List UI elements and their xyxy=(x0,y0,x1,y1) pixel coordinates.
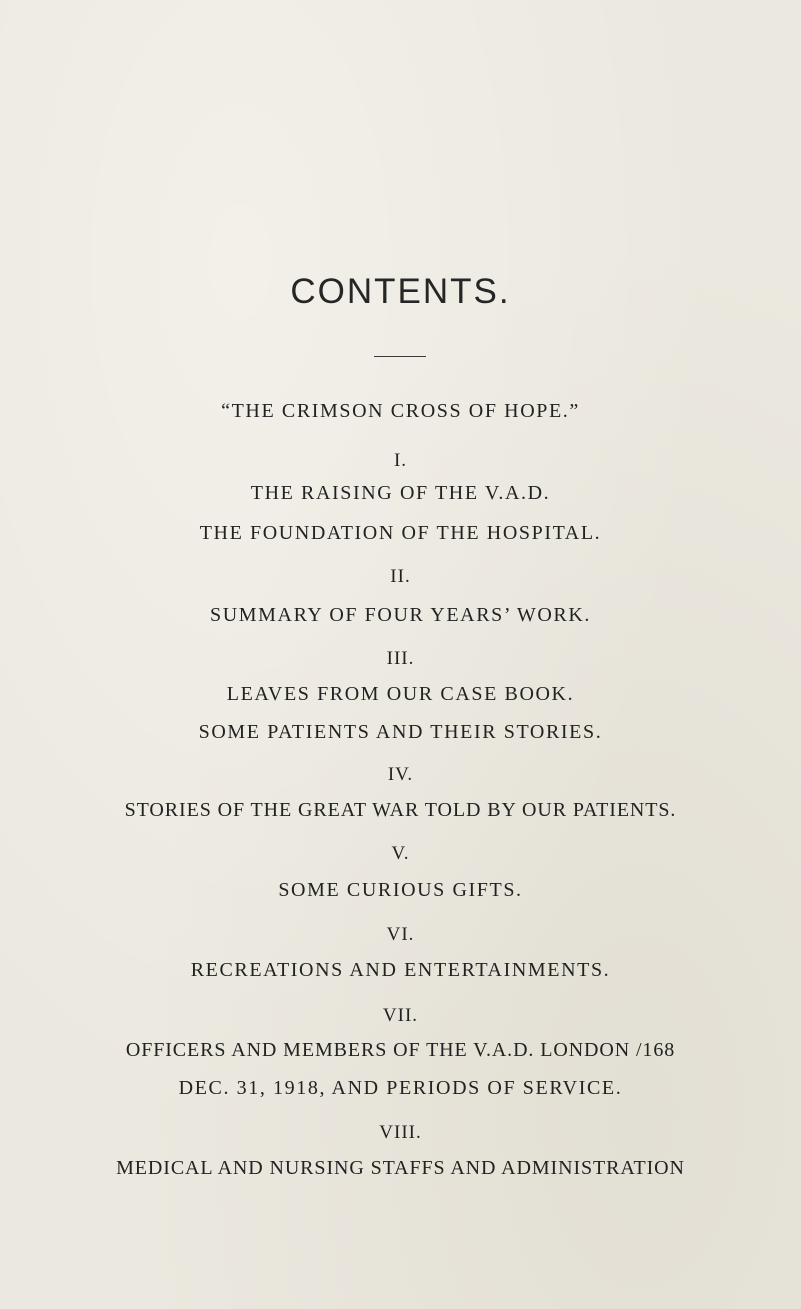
section-numeral-2: II. xyxy=(390,566,411,587)
title-divider xyxy=(374,356,426,357)
intro-entry: “THE CRIMSON CROSS OF HOPE.” xyxy=(221,400,580,422)
section-numeral-1: I. xyxy=(393,450,408,471)
section-7-line-1: OFFICERS AND MEMBERS OF THE V.A.D. LONDON /168 xyxy=(125,1039,676,1061)
section-numeral-6: VI. xyxy=(386,924,415,945)
section-6-line-1: RECREATIONS AND ENTERTAINMENTS. xyxy=(190,959,611,981)
section-4-line-1: STORIES OF THE GREAT WAR TOLD BY OUR PATIENTS. xyxy=(124,799,677,821)
section-numeral-5: V. xyxy=(391,843,410,864)
page-title: CONTENTS. xyxy=(290,272,511,311)
section-numeral-3: III. xyxy=(386,648,415,669)
section-1-line-2: THE FOUNDATION OF THE HOSPITAL. xyxy=(199,522,602,544)
section-7-line-2: DEC. 31, 1918, AND PERIODS OF SERVICE. xyxy=(178,1077,623,1099)
section-8-line-1: MEDICAL AND NURSING STAFFS AND ADMINISTRATION xyxy=(116,1157,685,1179)
section-numeral-7: VII. xyxy=(382,1005,419,1026)
section-1-line-1: THE RAISING OF THE V.A.D. xyxy=(250,482,551,504)
section-numeral-8: VIII. xyxy=(379,1122,422,1143)
section-3-line-2: SOME PATIENTS AND THEIR STORIES. xyxy=(198,721,603,743)
section-5-line-1: SOME CURIOUS GIFTS. xyxy=(278,879,523,901)
section-2-line-1: SUMMARY OF FOUR YEARS’ WORK. xyxy=(210,604,591,626)
section-numeral-4: IV. xyxy=(387,764,414,785)
section-3-line-1: LEAVES FROM OUR CASE BOOK. xyxy=(226,683,575,705)
